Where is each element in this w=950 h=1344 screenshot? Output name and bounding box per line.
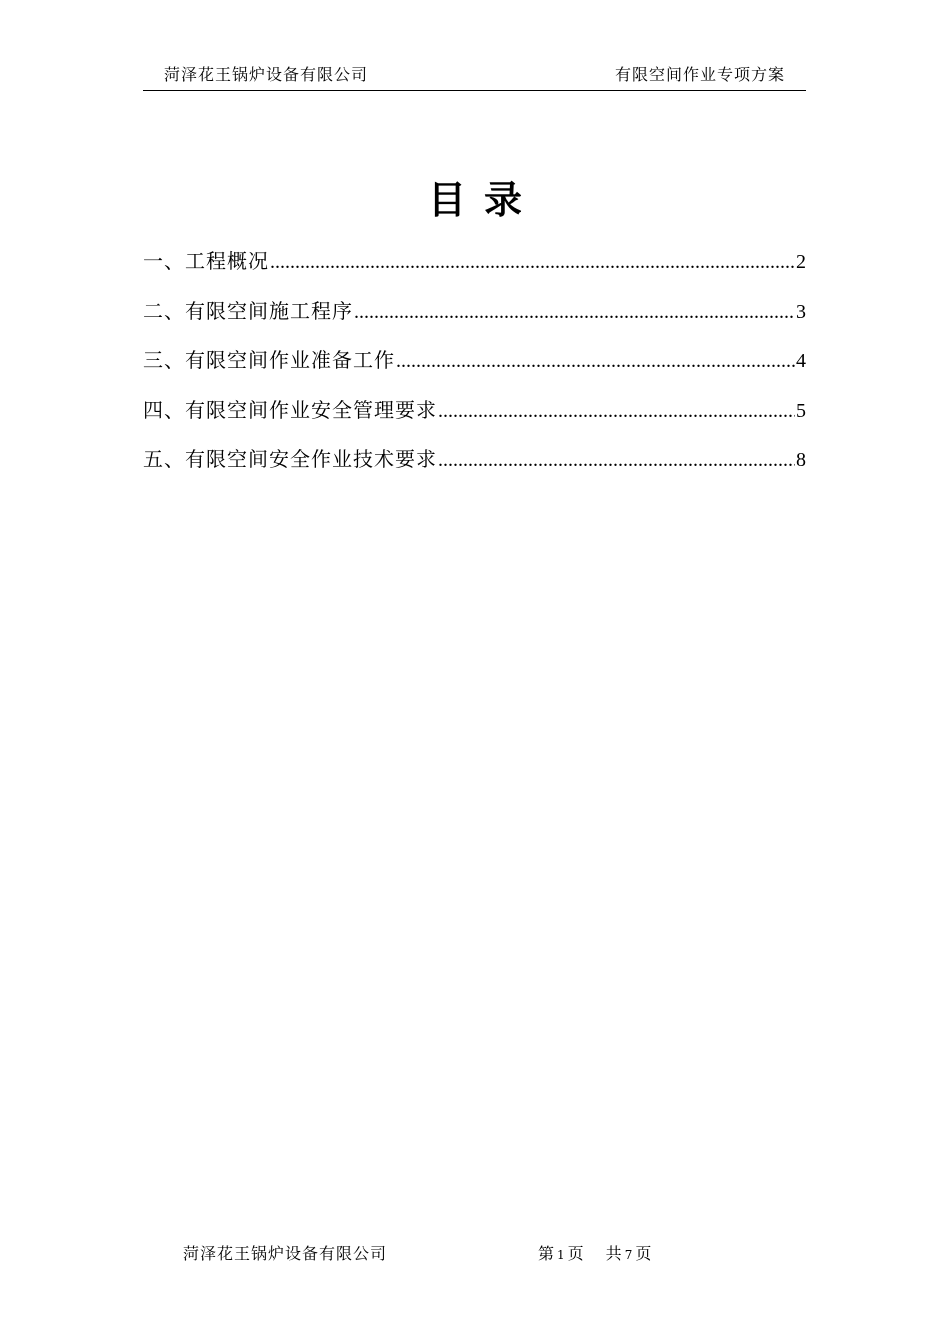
toc-item-page-number: 8 <box>796 449 806 471</box>
footer-page-indicator <box>538 1243 651 1266</box>
toc-item-label: 三、有限空间作业准备工作 <box>143 350 395 372</box>
footer-total-pages: 7 <box>624 1248 633 1262</box>
page-header <box>143 64 806 91</box>
toc-item-page-number: 2 <box>796 251 806 273</box>
toc-item-1[interactable] <box>143 244 806 294</box>
toc-leader-dots <box>438 393 795 429</box>
toc-item-3[interactable] <box>143 343 806 393</box>
toc-item-label: 一、工程概况 <box>143 251 269 273</box>
footer-total-prefix: 共 <box>605 1244 622 1263</box>
footer-total-suffix: 页 <box>635 1244 652 1263</box>
toc-leader-dots <box>396 343 795 379</box>
toc-leader-dots <box>354 294 795 330</box>
footer-current-page: 1 <box>557 1248 565 1262</box>
toc-item-2[interactable] <box>143 294 806 344</box>
toc-leader-dots <box>270 244 795 280</box>
header-company-name: 菏泽花王锅炉设备有限公司 <box>164 65 369 84</box>
header-document-title: 有限空间作业专项方案 <box>614 65 785 84</box>
toc-item-page-number: 3 <box>796 300 806 323</box>
footer-page-suffix: 页 <box>567 1244 584 1263</box>
toc-item-label: 四、有限空间作业安全管理要求 <box>143 399 437 422</box>
footer-company-name: 菏泽花王锅炉设备有限公司 <box>183 1244 388 1263</box>
toc-item-4[interactable] <box>143 393 806 443</box>
toc-item-page-number: 4 <box>796 350 806 372</box>
page-title: 目录 <box>427 178 540 222</box>
toc-item-label: 二、有限空间施工程序 <box>143 300 353 323</box>
toc-item-label: 五、有限空间安全作业技术要求 <box>143 449 437 471</box>
table-of-contents <box>143 244 806 492</box>
toc-item-5[interactable] <box>143 442 806 492</box>
footer-page-prefix: 第 <box>538 1244 555 1263</box>
toc-leader-dots <box>438 442 795 478</box>
page-footer <box>0 1243 950 1267</box>
toc-item-page-number: 5 <box>796 399 806 422</box>
